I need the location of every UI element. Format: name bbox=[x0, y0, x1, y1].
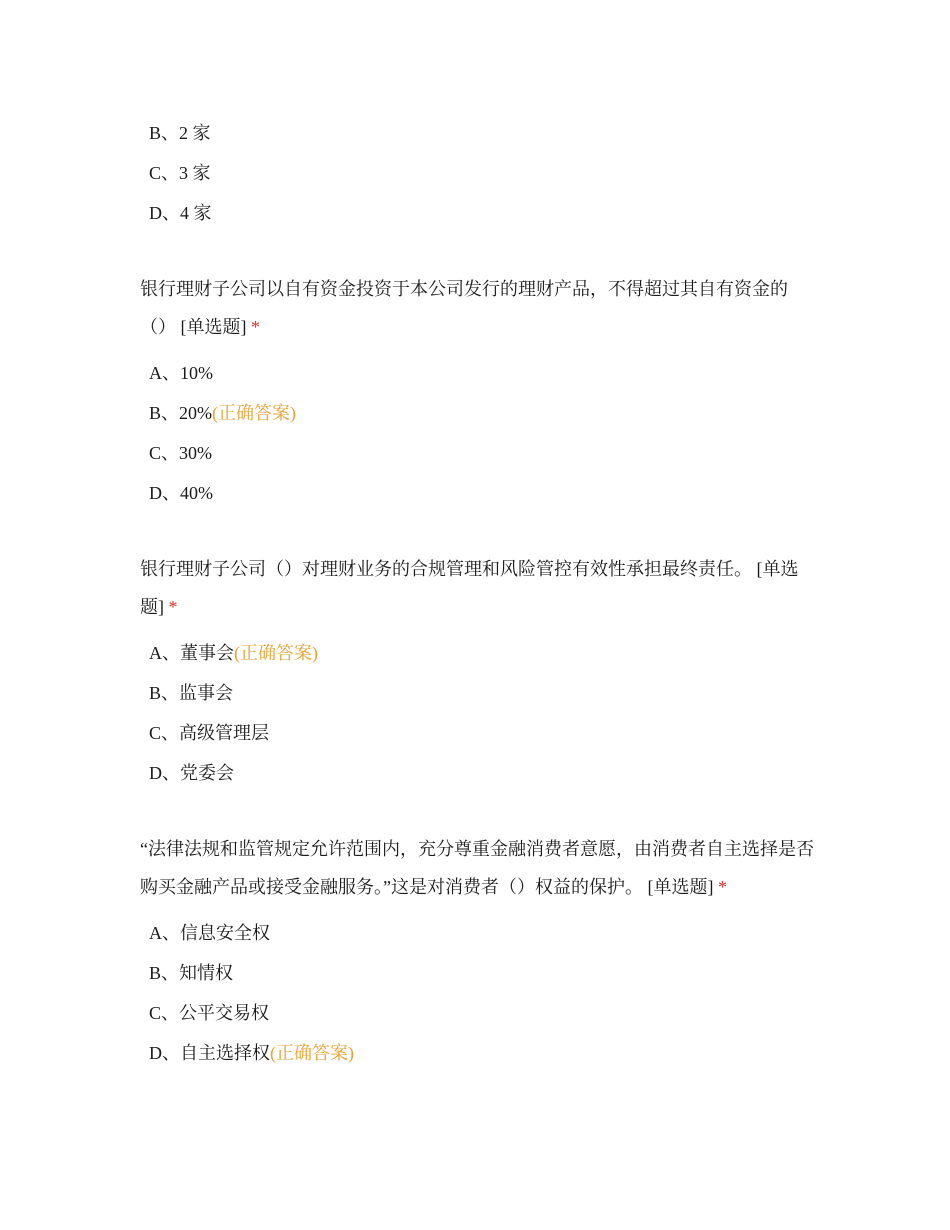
option-label: C、高级管理层 bbox=[149, 723, 270, 743]
option-label: A、董事会 bbox=[149, 643, 234, 663]
option-label: C、3 家 bbox=[149, 163, 211, 183]
option-item bbox=[140, 1033, 820, 1073]
question-block bbox=[140, 550, 820, 793]
option-label: A、信息安全权 bbox=[149, 923, 270, 943]
question-text bbox=[140, 550, 820, 626]
correct-answer-note: (正确答案) bbox=[212, 403, 296, 423]
question-text bbox=[140, 830, 820, 906]
option-label: B、知情权 bbox=[149, 963, 234, 983]
question-type-label: [单选题] bbox=[140, 559, 799, 617]
option-label: B、20% bbox=[149, 403, 212, 423]
option-item bbox=[140, 633, 820, 673]
option-label: D、40% bbox=[149, 483, 213, 503]
option-label: D、党委会 bbox=[149, 763, 234, 783]
option-label: A、10% bbox=[149, 363, 213, 383]
question-block bbox=[140, 113, 820, 233]
question-type-label: [单选题] bbox=[176, 317, 247, 337]
option-item bbox=[140, 753, 820, 793]
option-label: C、公平交易权 bbox=[149, 1003, 270, 1023]
option-label: D、4 家 bbox=[149, 203, 212, 223]
option-item bbox=[140, 193, 820, 233]
question-stem: “法律法规和监管规定允许范围内，充分尊重金融消费者意愿，由消费者自主选择是否购买金融产品或接受金融服务。”这是对消费者（）权益的保护。 bbox=[140, 839, 814, 897]
required-mark: * bbox=[246, 317, 260, 337]
option-item bbox=[140, 113, 820, 153]
question-type-label: [单选题] bbox=[643, 877, 714, 897]
option-item bbox=[140, 433, 820, 473]
option-item bbox=[140, 353, 820, 393]
option-item bbox=[140, 953, 820, 993]
option-label: C、30% bbox=[149, 443, 212, 463]
question-stem: 银行理财子公司（）对理财业务的合规管理和风险管控有效性承担最终责任。 bbox=[140, 559, 752, 579]
option-item bbox=[140, 713, 820, 753]
option-item bbox=[140, 153, 820, 193]
question-text bbox=[140, 270, 820, 346]
option-label: B、监事会 bbox=[149, 683, 234, 703]
option-item bbox=[140, 993, 820, 1033]
correct-answer-note: (正确答案) bbox=[270, 1043, 354, 1063]
required-mark: * bbox=[713, 877, 727, 897]
correct-answer-note: (正确答案) bbox=[234, 643, 318, 663]
option-item bbox=[140, 913, 820, 953]
required-mark: * bbox=[164, 597, 178, 617]
option-item bbox=[140, 393, 820, 433]
question-block bbox=[140, 270, 820, 513]
question-stem: 银行理财子公司以自有资金投资于本公司发行的理财产品，不得超过其自有资金的（） bbox=[140, 279, 788, 337]
option-item bbox=[140, 473, 820, 513]
option-item bbox=[140, 673, 820, 713]
question-block bbox=[140, 830, 820, 1073]
option-label: B、2 家 bbox=[149, 123, 211, 143]
option-label: D、自主选择权 bbox=[149, 1043, 270, 1063]
